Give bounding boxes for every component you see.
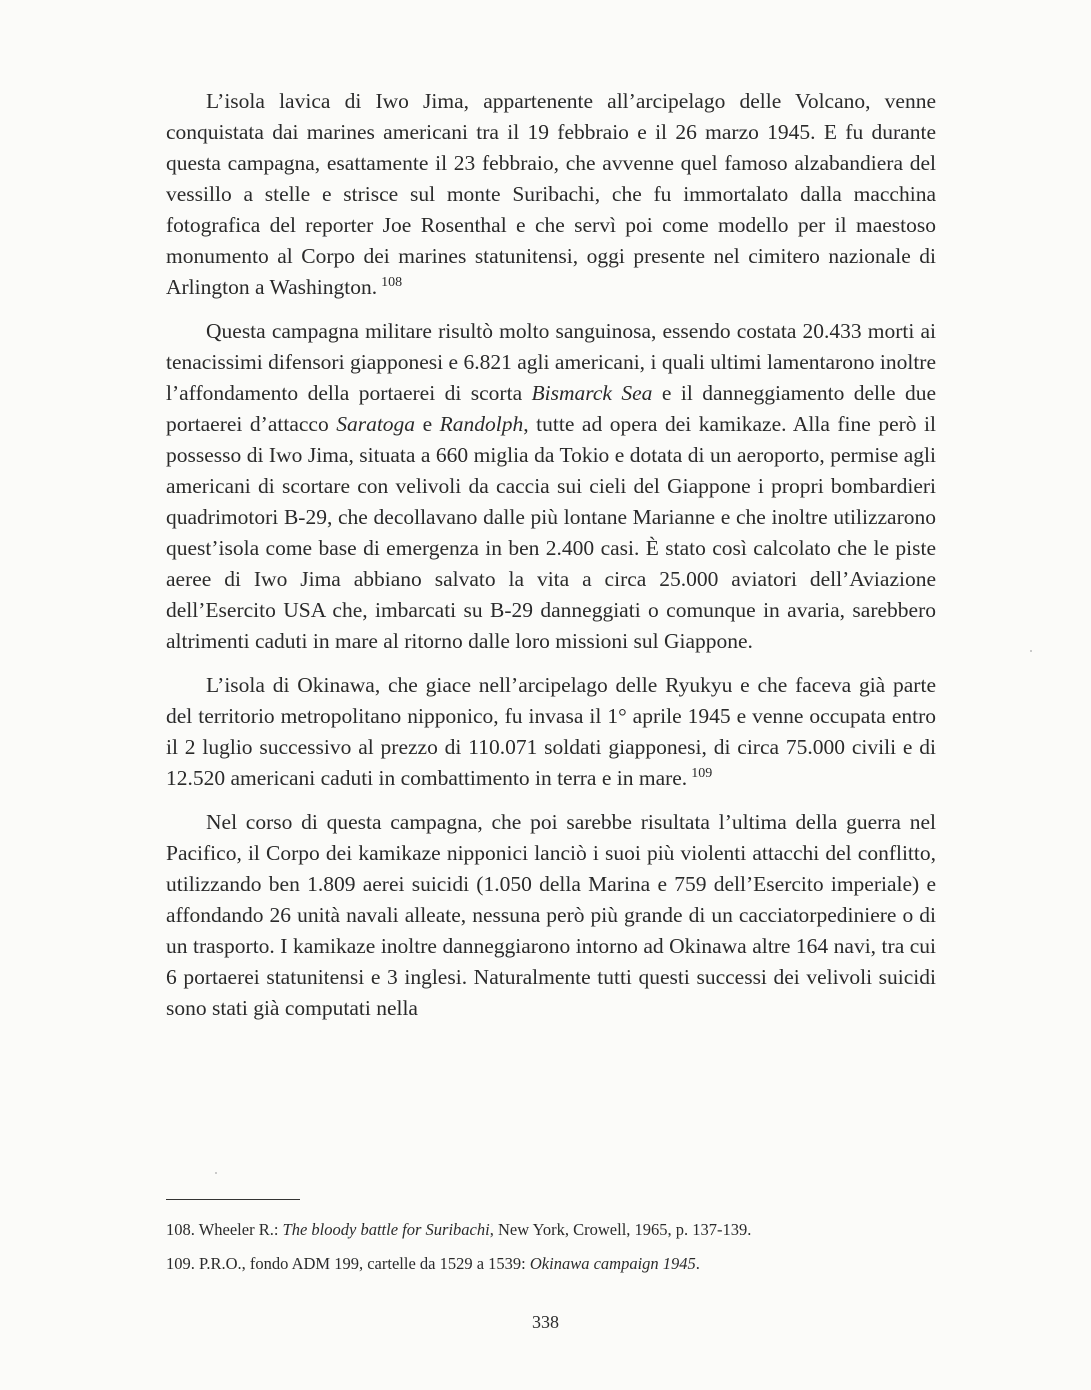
scan-speck — [1030, 650, 1032, 652]
footnotes — [166, 1213, 936, 1281]
ship-name-saratoga: Saratoga — [336, 412, 416, 436]
paragraph-kamikaze: Nel corso di questa campagna, che poi sarebbe risultata l’ultima della guerra nel Pacifico, il Corpo dei kamikaze nipponici lanciò i suoi più violenti attacchi del conflitto, utilizzando ben 1.809 aerei suicidi (1.050 della Marina e 759 dell’Esercito imperiale) e affondando 26 unità navali alleate, nessuna però più grande di un cacciatorpediniere o di un trasporto. I kamikaze inoltre danneggiarono intorno ad Okinawa altre 164 navi, tra cui 6 portaerei statunitensi e 3 inglesi. Naturalmente tutti questi successi dei velivoli suicidi sono stati già computati nella — [166, 810, 936, 1020]
page-number: 338 — [532, 1312, 559, 1332]
scan-speck — [215, 1172, 217, 1174]
footnote-rule — [166, 1199, 300, 1200]
footnote-ref-108: 108 — [381, 274, 403, 290]
ship-name-bismarck-sea: Bismarck Sea — [531, 381, 653, 405]
ship-name-randolph: Randolph — [439, 412, 524, 436]
footnote-108: 108. Wheeler R.: The bloody battle for Suribachi, New York, Crowell, 1965, p. 137-139. — [166, 1220, 752, 1239]
footnote-ref-109: 109 — [691, 765, 713, 781]
paragraph-campaign-losses: Questa campagna militare risultò molto sanguinosa, essendo costata 20.433 morti ai tenacissimi difensori giapponesi e 6.821 agli americani, i quali ultimi lamentarono inoltre l’affondamento della portaerei di scorta Bismarck Sea e il danneggiamento delle due portaerei d’attacco Saratoga e Randolph, tutte ad opera dei kamikaze. Alla fine però il possesso di Iwo Jima, situata a 660 miglia da Tokio e dotata di un aeroporto, permise agli americani di scortare con velivoli da caccia sui cieli del Giappone i propri bombardieri quadrimotori B-29, che decollavano dalle più lontane Marianne e che inoltre utilizzarono quest’isola come base di emergenza in ben 2.400 casi. È stato così calcolato che le piste aeree di Iwo Jima abbiano salvato la vita a circa 25.000 aviatori dell’Aviazione dell’Esercito USA che, imbarcati su B-29 danneggiati o comunque in avaria, sarebbero altrimenti caduti in mare al ritorno dalle loro missioni sul Giappone. — [166, 319, 937, 653]
paragraph-okinawa: L’isola di Okinawa, che giace nell’arcipelago delle Ryukyu e che faceva già parte del territorio metropolitano nipponico, fu invasa il 1° aprile 1945 e venne occupata entro il 2 luglio successivo al prezzo di 110.071 soldati giapponesi, di circa 75.000 civili e di 12.520 americani caduti in combattimento in terra e in mare. $^{109}$ — [166, 673, 936, 790]
footnote-109: 109. P.R.O., fondo ADM 199, cartelle da 1529 a 1539: Okinawa campaign 1945. — [166, 1254, 700, 1273]
paragraph-iwo-jima: L’isola lavica di Iwo Jima, appartenente all’arcipelago delle Volcano, venne conquistata dai marines americani tra il 19 febbraio e il 26 marzo 1945. E fu durante questa campagna, esattamente il 23 febbraio, che avvenne quel famoso alzabandiera del vessillo a stelle e strisce sul monte Suribachi, che fu immortalato dalla macchina fotografica del reporter Joe Rosenthal e che servì poi come modello per il maestoso monumento al Corpo dei marines statunitensi, oggi presente nel cimitero nazionale di Arlington a Washington. $^{108}$ — [166, 89, 936, 299]
body-text — [166, 86, 936, 1037]
